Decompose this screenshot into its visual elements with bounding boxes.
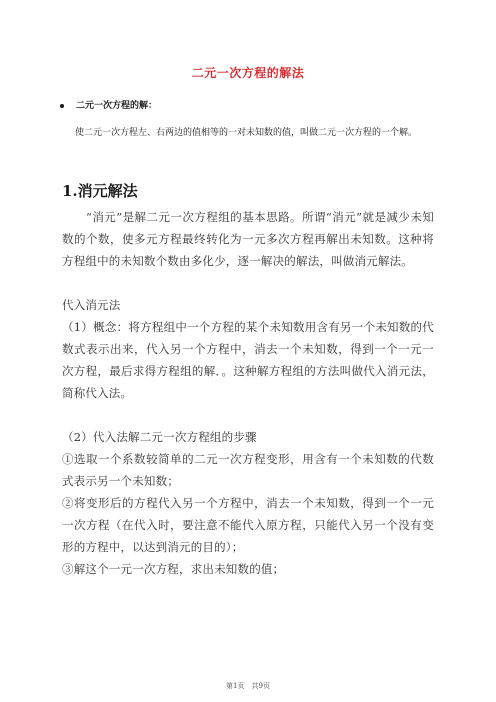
step-2	[62, 492, 434, 558]
page-footer: 第1页 共9页	[226, 682, 270, 690]
section-heading: 1.消元解法	[62, 182, 138, 200]
method-name	[62, 294, 434, 316]
intro-text: “消元”是解二元一次方程组的基本思路。所谓“消元”就是减少未知数的个数，使多元方程最终转化为一元多次方程再解出未知数。这种将方程组中的未知数个数由多化少，逐一解决的解法，叫做消元解法。	[62, 210, 434, 268]
step-3-text: ③解这个一元一次方程，求出未知数的值；	[62, 562, 285, 576]
steps-heading	[62, 426, 434, 448]
intro-paragraph	[62, 206, 434, 272]
method-name-text: 代入消元法	[62, 298, 121, 312]
concept-paragraph	[62, 316, 434, 404]
step-1	[62, 448, 434, 492]
step-2-text: ②将变形后的方程代入另一个方程中，消去一个未知数，得到一个一元一次方程（在代入时，要注意不能代入原方程，只能代入另一个没有变形的方程中，以达到消元的目的）；	[62, 496, 434, 554]
definition-bullet	[60, 98, 157, 111]
step-1-text: ①选取一个系数较简单的二元一次方程变形，用含有一个未知数的代数式表示另一个未知数；	[62, 452, 434, 488]
definition-text: 使二元一次方程左、右两边的值相等的一对未知数的值，叫做二元一次方程的一个解。	[75, 128, 418, 138]
steps-heading-text: （2）代入法解二元一次方程组的步骤	[62, 430, 257, 444]
definition-label: 二元一次方程的解：	[76, 101, 158, 111]
page-title: 二元一次方程的解法	[191, 66, 305, 80]
step-3	[62, 558, 434, 580]
bullet-icon	[60, 104, 64, 108]
concept-text: （1）概念：将方程组中一个方程的某个未知数用含有另一个未知数的代数式表示出来，代入另一个方程中，消去一个未知数，得到一个一元一次方程，最后求得方程组的解．。这种解方程组的方法叫做代入消元法，简称代入法。	[62, 320, 434, 400]
